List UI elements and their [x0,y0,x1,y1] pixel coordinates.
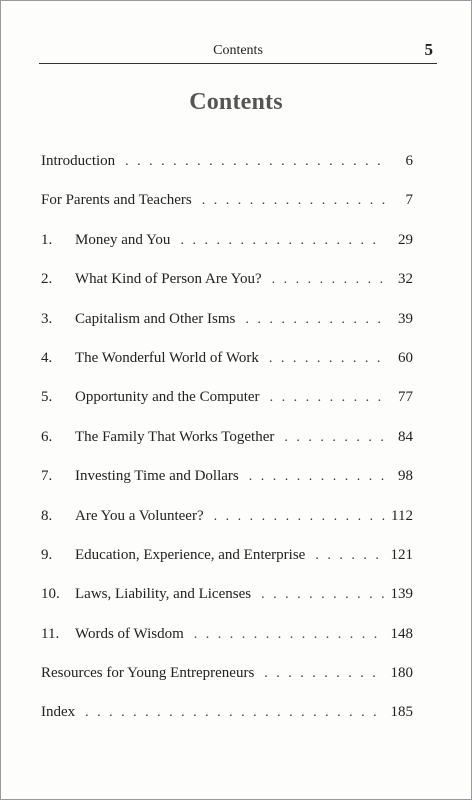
toc-entry-page: 148 [390,625,413,642]
toc-entry-page: 7 [405,192,413,209]
toc-dot-leader [85,705,384,721]
toc-dot-leader [125,154,385,170]
toc-entry-title: Laws, Liability, and Licenses [75,586,252,603]
toc-dot-leader [180,233,385,249]
toc-entry-chapter-6 [41,429,413,468]
toc-entry-number: 9. [41,546,53,563]
toc-entry-title: The Family That Works Together [75,428,275,445]
toc-entry-page: 32 [398,271,413,288]
running-head-title: Contents [213,43,263,58]
toc-dot-leader [270,390,385,406]
toc-entry-chapter-4 [41,350,413,389]
toc-dot-leader [261,587,384,603]
toc-entry-introduction [41,153,413,192]
toc-entry-title: Introduction [41,153,116,169]
toc-entry-chapter-10 [41,586,413,625]
toc-entry-parents-teachers [41,192,413,231]
toc-entry-number: 11. [41,625,60,642]
toc-entry-title: Are You a Volunteer? [75,507,204,524]
toc-entry-page: 139 [390,586,413,603]
toc-dot-leader [194,627,385,643]
toc-entry-title: Index [41,704,76,721]
toc-entry-number: 5. [41,389,53,406]
toc-entry-number: 2. [41,271,53,288]
toc-entry-index [41,704,413,743]
toc-entry-page: 185 [390,704,413,721]
toc-entry-chapter-3 [41,311,413,350]
toc-entry-title: Words of Wisdom [75,625,184,642]
toc-entry-title: Money and You [75,231,171,248]
toc-entry-number: 7. [41,468,53,485]
toc-dot-leader [202,193,385,209]
toc-entry-page: 98 [398,468,413,485]
table-of-contents [41,153,413,744]
toc-entry-page: 84 [398,428,413,445]
toc-entry-page: 77 [398,389,413,406]
toc-entry-page: 39 [398,310,413,327]
toc-entry-page: 60 [398,349,413,366]
toc-entry-page: 121 [390,546,413,563]
toc-dot-leader [284,430,385,446]
toc-entry-chapter-1 [41,232,413,271]
toc-entry-title: For Parents and Teachers [41,192,192,209]
header-rule [39,63,437,64]
toc-dot-leader [249,469,385,485]
toc-entry-number: 10. [41,586,60,603]
toc-dot-leader [272,272,385,288]
toc-entry-chapter-9 [41,547,413,586]
toc-entry-number: 8. [41,507,53,524]
toc-entry-chapter-2 [41,271,413,310]
toc-entry-chapter-5 [41,389,413,428]
toc-dot-leader [315,548,384,564]
running-head [41,41,435,63]
toc-entry-title: Investing Time and Dollars [75,468,239,485]
running-head-page-number: 5 [424,40,433,59]
toc-entry-chapter-7 [41,468,413,507]
toc-dot-leader [264,666,384,682]
toc-entry-title: Resources for Young Entrepreneurs [41,665,255,682]
toc-entry-number: 1. [41,231,53,248]
toc-dot-leader [214,509,385,525]
toc-entry-page: 6 [405,153,413,169]
toc-entry-page: 180 [390,665,413,682]
toc-entry-number: 3. [41,310,53,327]
toc-entry-title: Education, Experience, and Enterprise [75,546,306,563]
toc-entry-resources [41,665,413,704]
toc-entry-title: The Wonderful World of Work [75,349,259,366]
toc-entry-chapter-11 [41,626,413,665]
toc-dot-leader [269,351,385,367]
toc-entry-title: Capitalism and Other Isms [75,310,236,327]
toc-dot-leader [245,312,385,328]
toc-entry-number: 6. [41,428,53,445]
toc-entry-page: 29 [398,231,413,248]
toc-entry-title: Opportunity and the Computer [75,389,260,406]
toc-entry-chapter-8 [41,508,413,547]
page-title: Contents [189,89,283,115]
toc-entry-number: 4. [41,349,53,366]
toc-entry-page: 112 [391,507,413,524]
toc-entry-title: What Kind of Person Are You? [75,271,262,288]
